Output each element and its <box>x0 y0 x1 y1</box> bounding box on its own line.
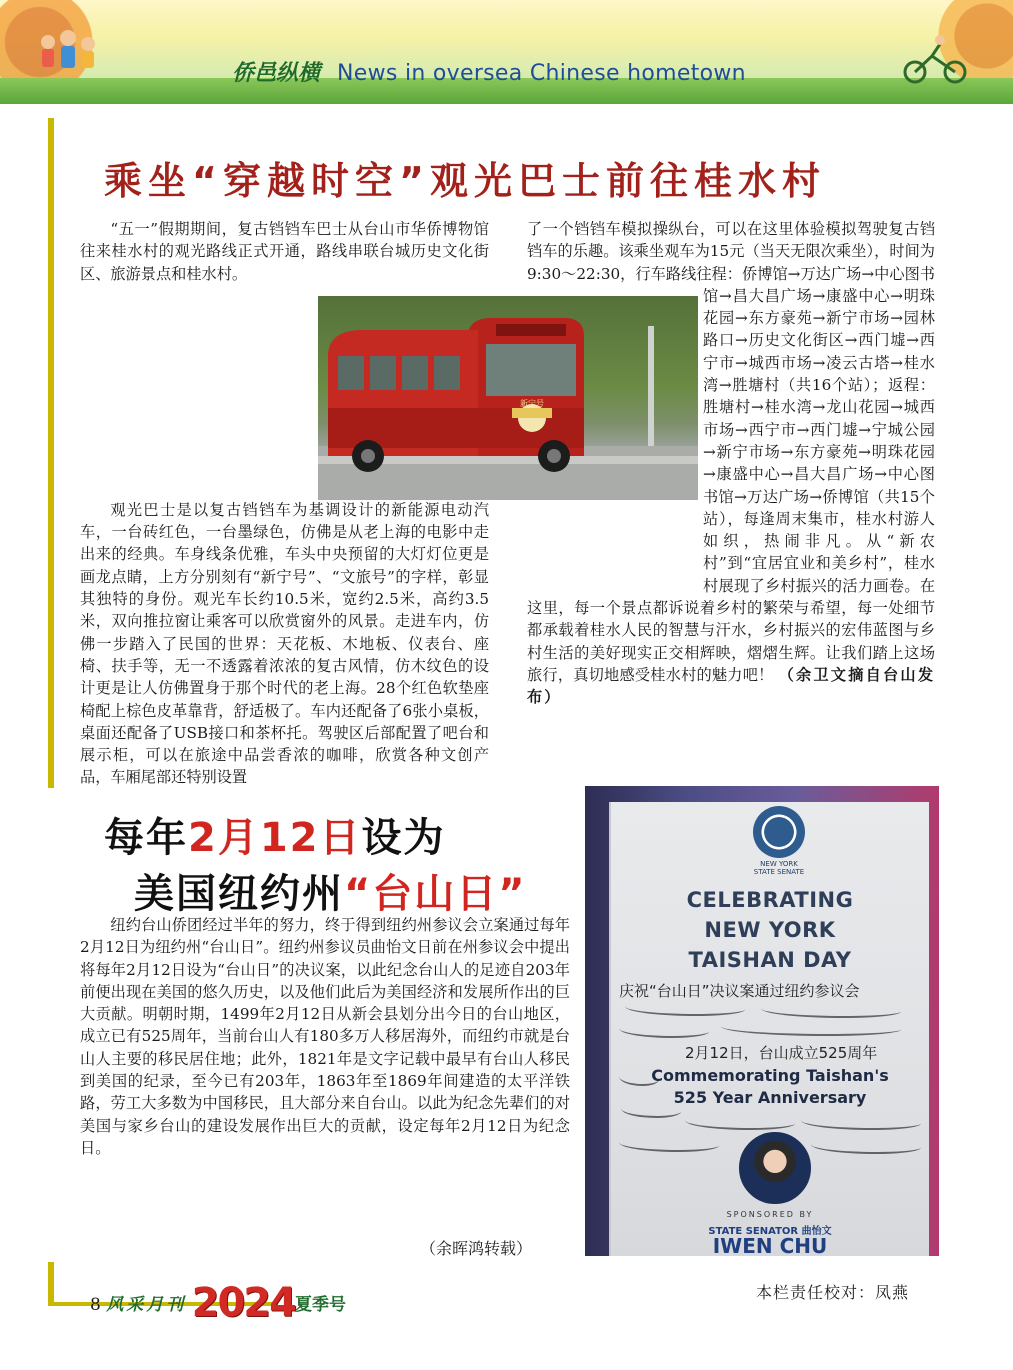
vintage-bus-image <box>318 296 698 500</box>
signature-scribble <box>811 1138 921 1154</box>
article2-title-text: 美国纽约州 <box>134 871 344 917</box>
section-title-cn: 侨邑纵横 <box>232 60 321 86</box>
article1-paragraph: 了一个铛铛车模拟操纵台，可以在这里体验模拟驾驶复古铛铛车的乐趣。该乘坐观车为15元（当天无限次乘坐），时间为9:30～22:30，行车路线往程：侨博馆→万达广场→中心图书馆→昌大昌广场→康盛中心→明珠花园→东方豪苑→新宁市场→园林路口→历史文化街区→西门墟→西宁市→城西市场→凌云古塔→桂水湾→胜塘村（共16个站）；返程：胜塘村→桂水湾→龙山花园→城西市场→西宁市→西门墟→宁城公园→新宁市场→东方豪苑→明珠花园→康盛中心→昌大昌广场→中心图书馆→万达广场→侨博馆（共15个站），每逢周末集市，桂水村游人如织，热闹非凡。从“新农村”到“宜居宜业和美乡村”，桂水村展现了乡村振兴的活力画卷。在这里，每一个景点都诉说着乡村的繁荣与希望，每一处细节都承载着桂水人民的智慧与汗水，乡村振兴的宏伟蓝图与乡村生活的美好现实正交相辉映，熠熠生辉。让我们踏上这场旅行，真切地感受桂水村的魅力吧！ <box>527 220 935 684</box>
magazine-season: 夏季号 <box>294 1295 346 1315</box>
sign-line-newyork: NEW YORK <box>704 918 836 942</box>
senate-seal-text: NEW YORK STATE SENATE <box>753 860 805 876</box>
sign-board <box>609 802 929 1256</box>
page-number: 8 <box>90 1295 101 1315</box>
article2-title-line1 <box>104 806 446 863</box>
proofreader-credit: 本栏责任校对：凤燕 <box>756 1283 910 1302</box>
sign-line-taishanday: TAISHAN DAY <box>688 948 852 972</box>
sign-senator-name: IWEN CHU <box>712 1234 828 1256</box>
section-title <box>232 56 746 88</box>
sign-cn-date: 2月12日，台山成立525周年 <box>685 1044 878 1062</box>
bus-sign-text: 新宁号 <box>520 399 544 408</box>
magazine-name: 风采月刊 <box>106 1295 187 1315</box>
left-rule-footer <box>48 1262 54 1306</box>
header-banner <box>0 0 1013 104</box>
section-title-en: News in oversea Chinese hometown <box>337 61 746 86</box>
article2-title-text: 每年 <box>104 815 188 861</box>
article1-credit: （余卫文摘自台山发布） <box>527 665 936 707</box>
sign-line-celebrating: CELEBRATING <box>686 888 854 912</box>
article2-title-text: 设为 <box>361 815 446 861</box>
signature-scribble <box>621 1102 681 1118</box>
sign-commemorating: Commemorating Taishan's <box>651 1066 889 1085</box>
magazine-year: 2024 <box>191 1280 295 1326</box>
article1-paragraph: “五一”假期期间，复古铛铛车巴士从台山市华侨博物馆往来桂水村的观光路线正式开通，路线串联台城历史文化街区、旅游景点和桂水村。 <box>80 220 489 283</box>
sign-cn-resolution: 庆祝“台山日”决议案通过纽约参议会 <box>619 982 860 1000</box>
sign-anniversary: 525 Year Anniversary <box>673 1088 867 1107</box>
article2-paragraph: 纽约台山侨团经过半年的努力，终于得到纽约州参议会立案通过每年2月12日为纽约州“台山日”。纽约州参议员曲怡文日前在州参议会中提出将每年2月12日设为“台山日”的决议案，以此纪念台山人的足迹自203年前便出现在美国的悠久历史，以及他们此后为美国经济和发展所作出的巨大贡献。明朝时期，1499年2月12日从新会县划分出今日的台山地区，成立已有525周年，当前台山人有180多万人移居海外，而纽约市就是台山人主要的移民居住地；此外，1821年是文字记载中最早有台山人移民到美国的纪录，至今已有203年，1863年至1869年间建造的太平洋铁路，劳工大多数为中国移民，且大部分来自台山。以此为纪念先辈们的对美国与家乡台山的建设发展作出巨大的贡献，设定每年2月12日为纪念日。 <box>80 916 570 1157</box>
senate-seal-icon <box>753 806 805 858</box>
bus-photo <box>318 296 698 500</box>
signature-scribble <box>685 1114 795 1130</box>
signature-scribble <box>761 1002 901 1018</box>
signature-scribble <box>801 1114 921 1130</box>
taishan-day-sign-photo <box>585 786 939 1256</box>
signature-scribble <box>619 1136 719 1152</box>
article2-title-date: 2月12日 <box>188 815 362 861</box>
sign-senator-title: STATE SENATOR 曲怡文 <box>708 1226 832 1237</box>
cyclist-illustration <box>900 34 970 84</box>
article2-title-line2 <box>134 862 527 919</box>
article1-paragraph: 观光巴士是以复古铛铛车为基调设计的新能源电动汽车，一台砖红色，一台墨绿色，仿佛是从老上海的电影中走出来的经典。车身线条优雅，车头中央预留的大灯灯位更是画龙点睛，上方分别刻有“新宁号”、“文旅号”的字样，彰显其独特的身份。观光车长约10.5米，宽约2.5米，高约3.5米，双向推拉窗让乘客可以欣赏窗外的风景。走进车内，仿佛一步踏入了民国的世界：天花板、木地板、仪表台、座椅、扶手等，无一不透露着浓浓的复古风情，仿木纹色的设计更是让人仿佛置身于那个时代的老上海。28个红色软垫座椅配上棕色皮革靠背，舒适极了。车内还配备了6张小桌板，桌面还配备了USB接口和茶杯托。驾驶区后部配置了吧台和展示柜，可以在旅途中品尝香浓的咖啡，欣赏各种文创产品，车厢尾部还特别设置 <box>80 500 489 787</box>
article2-body <box>80 914 570 1224</box>
children-illustration <box>34 24 104 84</box>
article2-credit: （余晖鸿转载） <box>420 1239 533 1258</box>
article1-title: 乘坐“穿越时空”观光巴士前往桂水村 <box>104 159 826 203</box>
signature-scribble <box>619 1022 709 1038</box>
signature-scribble <box>721 1020 901 1036</box>
left-rule-article1 <box>48 118 54 788</box>
article2-title-highlight: “台山日” <box>344 871 527 917</box>
sign-sponsored: SPONSORED BY <box>726 1210 814 1219</box>
signature-scribble <box>625 1000 745 1016</box>
footer-magazine <box>90 1280 346 1326</box>
senator-portrait <box>739 1132 811 1204</box>
